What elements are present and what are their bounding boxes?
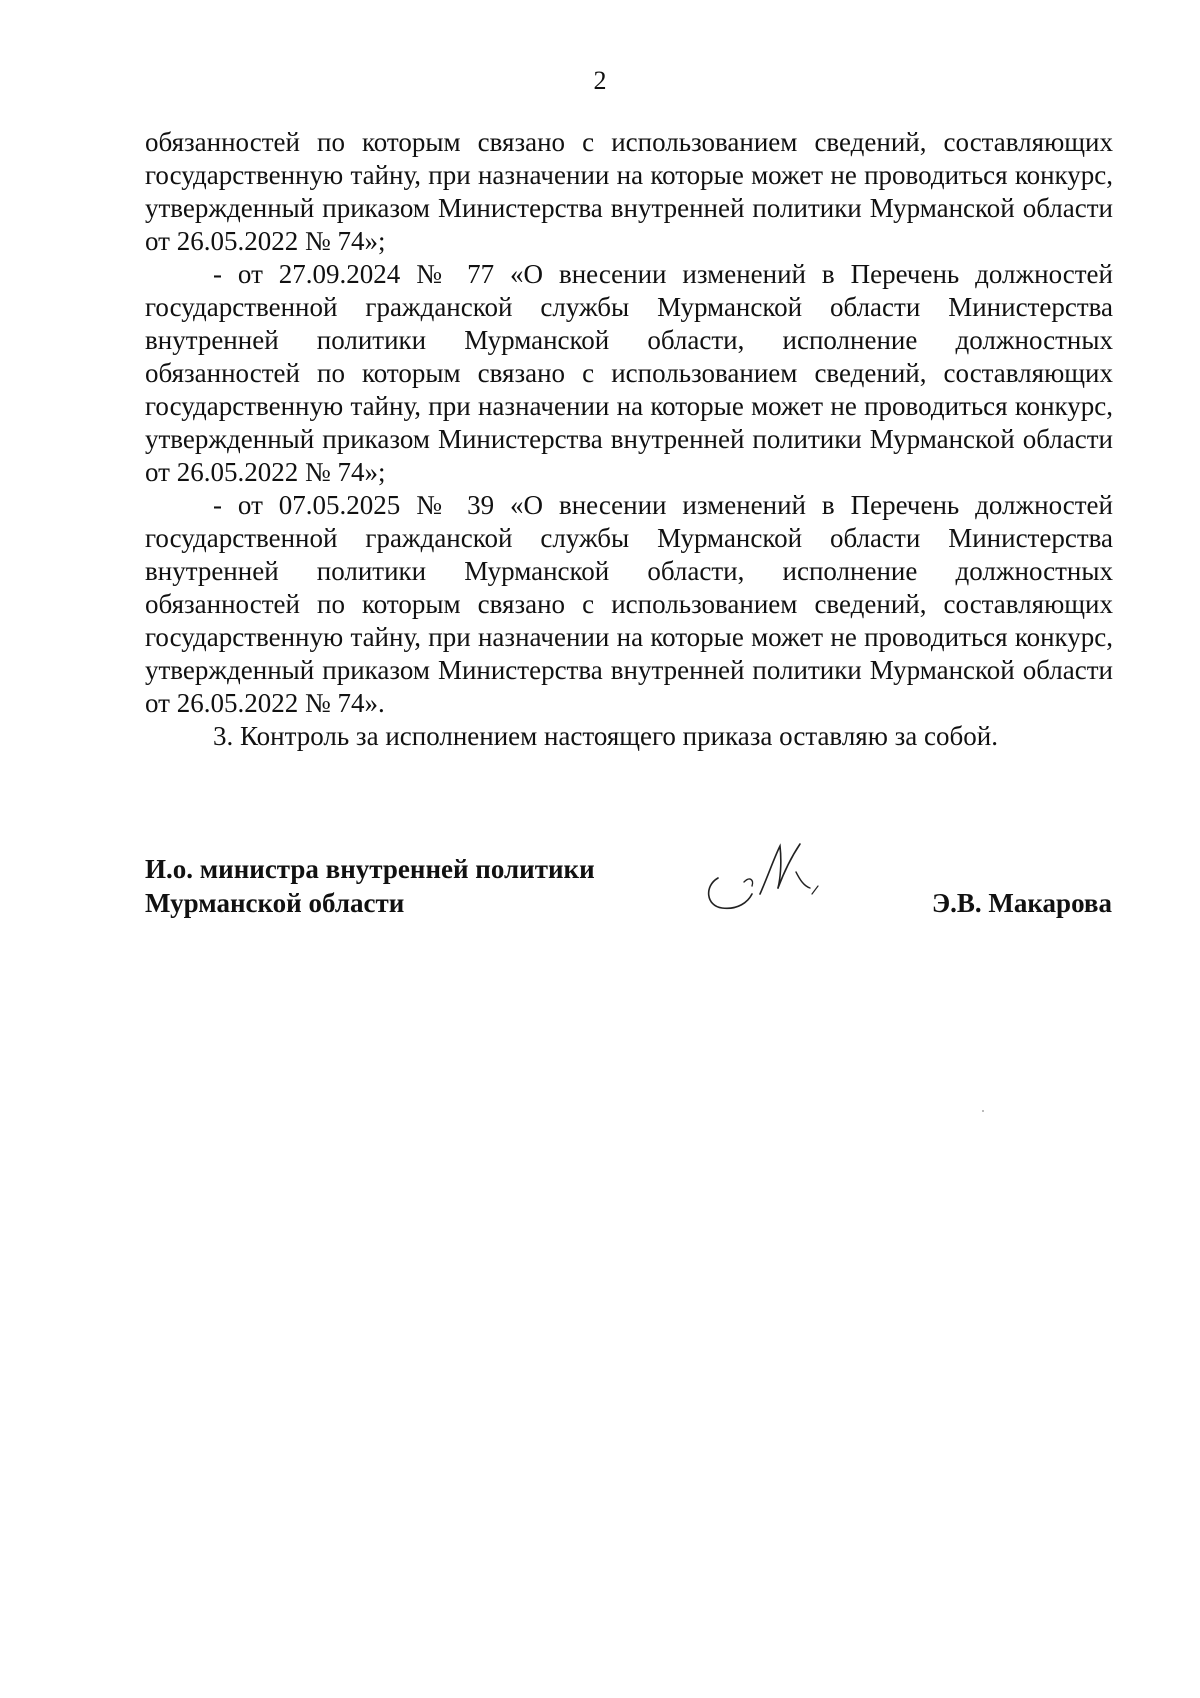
paragraph-amendment-2024: - от 27.09.2024 № 77 «О внесении изменений в Перечень должностей государственной гражданской службы Мурманской области Министерства внутренней политики Мурманской области, исполнение должностных обязанностей по которым связано с использованием сведений, составляющих государственную тайну, при назначении на которые может не проводиться конкурс, утвержденный приказом Министерства внутренней политики Мурманской области от 26.05.2022 № 74»; [145, 259, 1113, 487]
paragraph-amendment-2025: - от 07.05.2025 № 39 «О внесении изменений в Перечень должностей государственной гражданской службы Мурманской области Министерства внутренней политики Мурманской области, исполнение должностных обязанностей по которым связано с использованием сведений, составляющих государственную тайну, при назначении на которые может не проводиться конкурс, утвержденный приказом Министерства внутренней политики Мурманской области от 26.05.2022 № 74». [145, 490, 1113, 718]
signatory-position-line2: Мурманской области [145, 888, 405, 918]
paragraph-control-clause: 3. Контроль за исполнением настоящего приказа оставляю за собой. [213, 721, 998, 751]
paragraph-continuation: обязанностей по которым связано с использованием сведений, составляющих государственную тайну, при назначении на которые может не проводиться конкурс, утвержденный приказом Министерства внутренней политики Мурманской области от 26.05.2022 № 74»; [145, 127, 1113, 256]
handwritten-signature [700, 836, 860, 936]
signatory-position [145, 852, 595, 920]
signatory-position-line1: И.о. министра внутренней политики [145, 854, 595, 884]
document-body [145, 126, 1113, 753]
signatory-name: Э.В. Макарова [931, 888, 1112, 918]
scan-speck [982, 1110, 984, 1112]
page-number: 2 [593, 66, 607, 95]
